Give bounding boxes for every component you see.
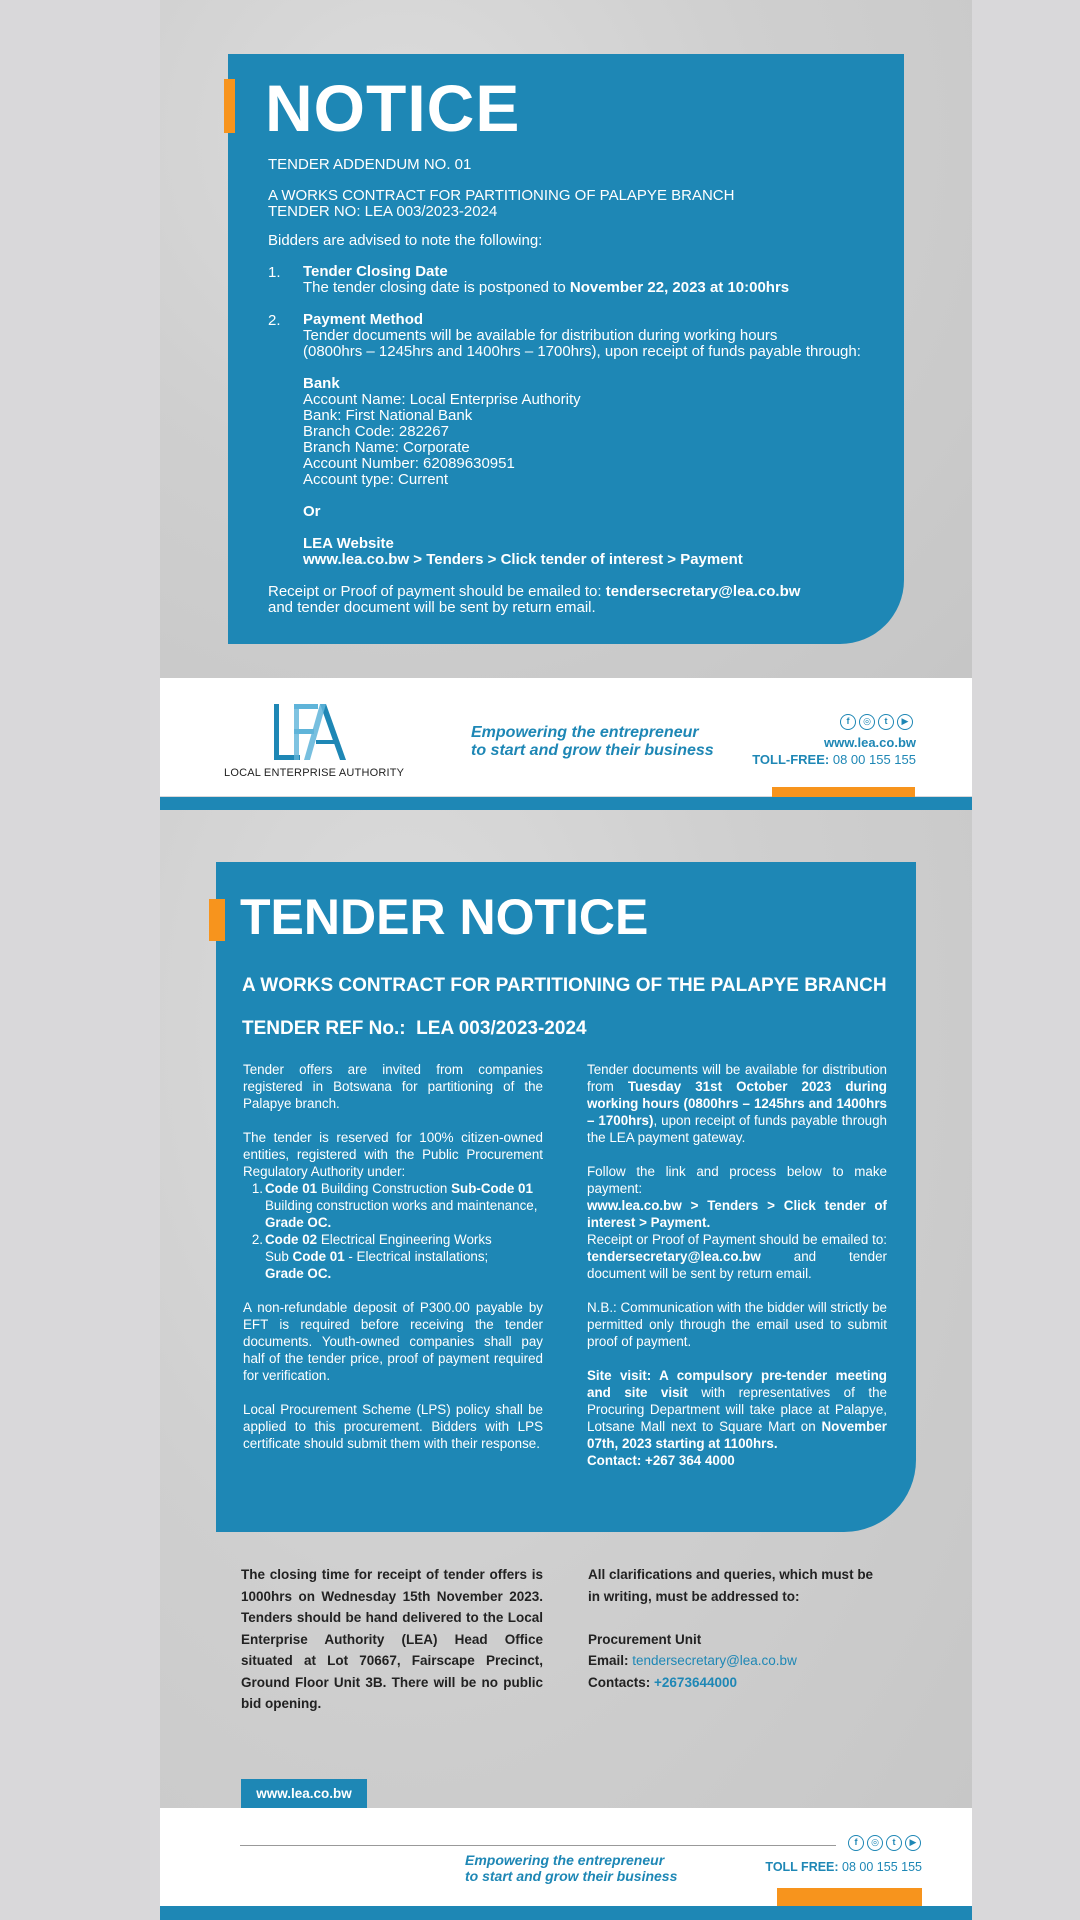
contract-line1: A WORKS CONTRACT FOR PARTITIONING OF PALAPYE BRANCH: [268, 187, 735, 204]
contacts-label: Contacts:: [588, 1675, 651, 1690]
item1-text-line: [303, 280, 789, 296]
footer1-blue-strip: [160, 797, 972, 810]
site-visit-text: with representatives of the Procuring Department will take place at Palapye, Lotsane Mall next to Square Mart on: [587, 1385, 887, 1434]
footer1-social-icons: [840, 714, 913, 730]
procurement-phone-link[interactable]: +2673644000: [654, 1675, 737, 1690]
code2-name: Electrical Engineering Works: [317, 1232, 492, 1247]
availability-gateway: , upon receipt of funds payable through the LEA payment gateway.: [587, 1113, 887, 1145]
twitter-icon[interactable]: t: [886, 1835, 902, 1851]
tender-contract-title: A WORKS CONTRACT FOR PARTITIONING OF THE PALAPYE BRANCH: [242, 975, 887, 996]
addendum-number: TENDER ADDENDUM NO. 01: [268, 156, 472, 173]
footer2-tollfree-label: TOLL FREE:: [765, 1860, 839, 1874]
item1-title: Tender Closing Date: [303, 263, 448, 280]
instagram-icon[interactable]: ◎: [859, 714, 875, 730]
website-heading: LEA Website: [303, 535, 394, 552]
notice-title-accent: [224, 79, 235, 133]
youtube-icon[interactable]: ▶: [897, 714, 913, 730]
code1-item: 1. Code 01 Building Construction Sub-Code 01 Building construction works and maintenance, Grade OC.: [251, 1181, 538, 1230]
bank-heading: Bank: [303, 375, 340, 392]
footer2-social-icons: [848, 1835, 921, 1851]
tender-deposit: A non-refundable deposit of P300.00 payable by EFT is required before receiving the tender documents. Youth-owned companies shall pay half of the tender price, proof of payment required for verification.: [243, 1300, 543, 1383]
receipt-text: Receipt or Proof of payment should be emailed to:: [268, 583, 602, 600]
procurement-unit: Procurement Unit: [588, 1632, 702, 1647]
item2-line2: (0800hrs – 1245hrs and 1400hrs – 1700hrs), upon receipt of funds payable through:: [303, 343, 861, 360]
tender-lps-policy: Local Procurement Scheme (LPS) policy shall be applied to this procurement. Bidders with LPS certificate should submit them with their response.: [243, 1402, 543, 1451]
bank-account-number: Account Number: 62089630951: [303, 455, 515, 472]
item2-line1: Tender documents will be available for distribution during working hours: [303, 327, 778, 344]
code2-item: 2. Code 02 Electrical Engineering Works Sub Code 01 - Electrical installations; Grade OC.: [251, 1232, 492, 1281]
code1-subname: Building construction works and maintenance,: [265, 1198, 538, 1213]
proof-text: Receipt or Proof of Payment should be emailed to:: [587, 1232, 887, 1247]
tender-intro: Tender offers are invited from companies registered in Botswana for partitioning of the Palapye branch.: [243, 1062, 543, 1111]
procurement-contacts-row: [588, 1672, 737, 1694]
code1-name: Building Construction: [317, 1181, 452, 1196]
lea-logo-caption: LOCAL ENTERPRISE AUTHORITY: [224, 767, 405, 779]
twitter-icon[interactable]: t: [878, 714, 894, 730]
footer2-tagline-line2: to start and grow their business: [465, 1868, 678, 1884]
footer1-orange-bar: [772, 787, 915, 797]
receipt-line2: and tender document will be sent by return email.: [268, 599, 596, 616]
code2-sub: Sub: [265, 1249, 293, 1264]
receipt-email-link[interactable]: tendersecretary@lea.co.bw: [605, 583, 801, 600]
tender-left-column: [243, 1061, 543, 1452]
procurement-email-link[interactable]: tendersecretary@lea.co.bw: [632, 1653, 797, 1668]
proof-return: and tender document will be sent by return email.: [587, 1249, 887, 1281]
tender-documents-availability: [587, 1061, 887, 1146]
footer1-tagline-line1: Empowering the entrepreneur: [471, 724, 699, 741]
footer1-tollfree-number: 08 00 155 155: [832, 752, 916, 767]
tender-reservation: The tender is reserved for 100% citizen-owned entities, registered with the Public Procurement Regulatory Authority under:: [243, 1130, 543, 1179]
bidder-advice: Bidders are advised to note the following:: [268, 232, 543, 249]
item2-title: Payment Method: [303, 311, 424, 328]
tender-payment-process: [587, 1163, 887, 1282]
receipt-line1: [268, 584, 800, 600]
footer2-tollfree-number: 08 00 155 155: [842, 1860, 922, 1874]
tender-nb: N.B.: Communication with the bidder will strictly be permitted only through the email used to submit proof of payment.: [587, 1300, 887, 1349]
lea-logo: [270, 702, 360, 764]
bank-branch-name: Branch Name: Corporate: [303, 439, 470, 456]
footer2-divider: [240, 1845, 836, 1846]
code2-subname: - Electrical installations;: [344, 1249, 489, 1264]
bank-account-name: Account Name: Local Enterprise Authority: [303, 391, 581, 408]
code1-subcode: Sub-Code 01: [451, 1181, 533, 1196]
code1-code: Code 01: [265, 1181, 318, 1196]
footer2-tagline-line1: Empowering the entrepreneur: [465, 1852, 665, 1868]
code2-code: Code 02: [265, 1232, 318, 1247]
footer1-tollfree-label: TOLL-FREE:: [752, 752, 830, 767]
item1-number: 1.: [268, 264, 281, 281]
notice-title: NOTICE: [265, 71, 521, 145]
procurement-email-row: [588, 1650, 797, 1672]
tender-ref: TENDER REF No.: LEA 003/2023-2024: [242, 1018, 587, 1039]
site-visit-contact: Contact: +267 364 4000: [587, 1453, 735, 1468]
code2-grade: Grade OC.: [265, 1266, 332, 1281]
or-label: Or: [303, 503, 321, 520]
tender-title: TENDER NOTICE: [240, 889, 649, 945]
availability-text: Tender documents will be available for distribution from: [587, 1062, 887, 1094]
tender-right-column: [587, 1061, 887, 1469]
clarifications-heading: All clarifications and queries, which must be in writing, must be addressed to:: [588, 1567, 874, 1604]
footer2-tollfree: [765, 1860, 922, 1874]
closing-time: The closing time for receipt of tender offers is 1000hrs on Wednesday 15th November 2023. Tenders should be hand delivered to the Local Enterprise Authority (LEA) Head Office situated at Lot 70667, Fairscape Precinct, Ground Floor Unit 3B. There will be no public bid opening.: [241, 1567, 543, 1711]
footer2-orange-bar: [777, 1888, 922, 1906]
website-button[interactable]: www.lea.co.bw: [241, 1779, 367, 1808]
availability-dates: Tuesday 31st October 2023 during working hours (0800hrs – 1245hrs and 1400hrs – 1700hrs): [587, 1079, 887, 1128]
instagram-icon[interactable]: ◎: [867, 1835, 883, 1851]
payment-path-link[interactable]: www.lea.co.bw > Tenders > Click tender of interest > Payment.: [587, 1198, 887, 1230]
youtube-icon[interactable]: ▶: [905, 1835, 921, 1851]
footer2-blue-strip: [160, 1906, 972, 1920]
lea-logo-graphic: [270, 702, 360, 764]
bank-branch-code: Branch Code: 282267: [303, 423, 449, 440]
footer1-tagline-line2: to start and grow their business: [471, 742, 714, 759]
proof-email-link[interactable]: tendersecretary@lea.co.bw: [587, 1249, 761, 1264]
site-visit-label: Site visit: A compulsory pre-tender meeting and site visit: [587, 1368, 887, 1400]
email-label: Email:: [588, 1653, 629, 1668]
tender-title-accent: [209, 899, 225, 941]
tender-site-visit: [587, 1367, 887, 1469]
item1-date: November 22, 2023 at 10:00hrs: [569, 279, 790, 296]
footer1-website-link[interactable]: www.lea.co.bw: [824, 735, 916, 750]
code2-subcode: Code 01: [292, 1249, 345, 1264]
site-visit-date: November 07th, 2023 starting at 1100hrs.: [587, 1419, 887, 1451]
website-payment-path[interactable]: www.lea.co.bw > Tenders > Click tender of interest > Payment: [303, 551, 743, 568]
facebook-icon[interactable]: f: [848, 1835, 864, 1851]
contract-line2: TENDER NO: LEA 003/2023-2024: [268, 203, 498, 220]
code1-grade: Grade OC.: [265, 1215, 332, 1230]
bank-name: Bank: First National Bank: [303, 407, 473, 424]
facebook-icon[interactable]: f: [840, 714, 856, 730]
bank-account-type: Account type: Current: [303, 471, 449, 488]
payment-intro: Follow the link and process below to make payment:: [587, 1164, 887, 1196]
item1-text: The tender closing date is postponed to: [303, 279, 566, 296]
item2-number: 2.: [268, 312, 281, 329]
footer1-tollfree: [752, 752, 916, 767]
